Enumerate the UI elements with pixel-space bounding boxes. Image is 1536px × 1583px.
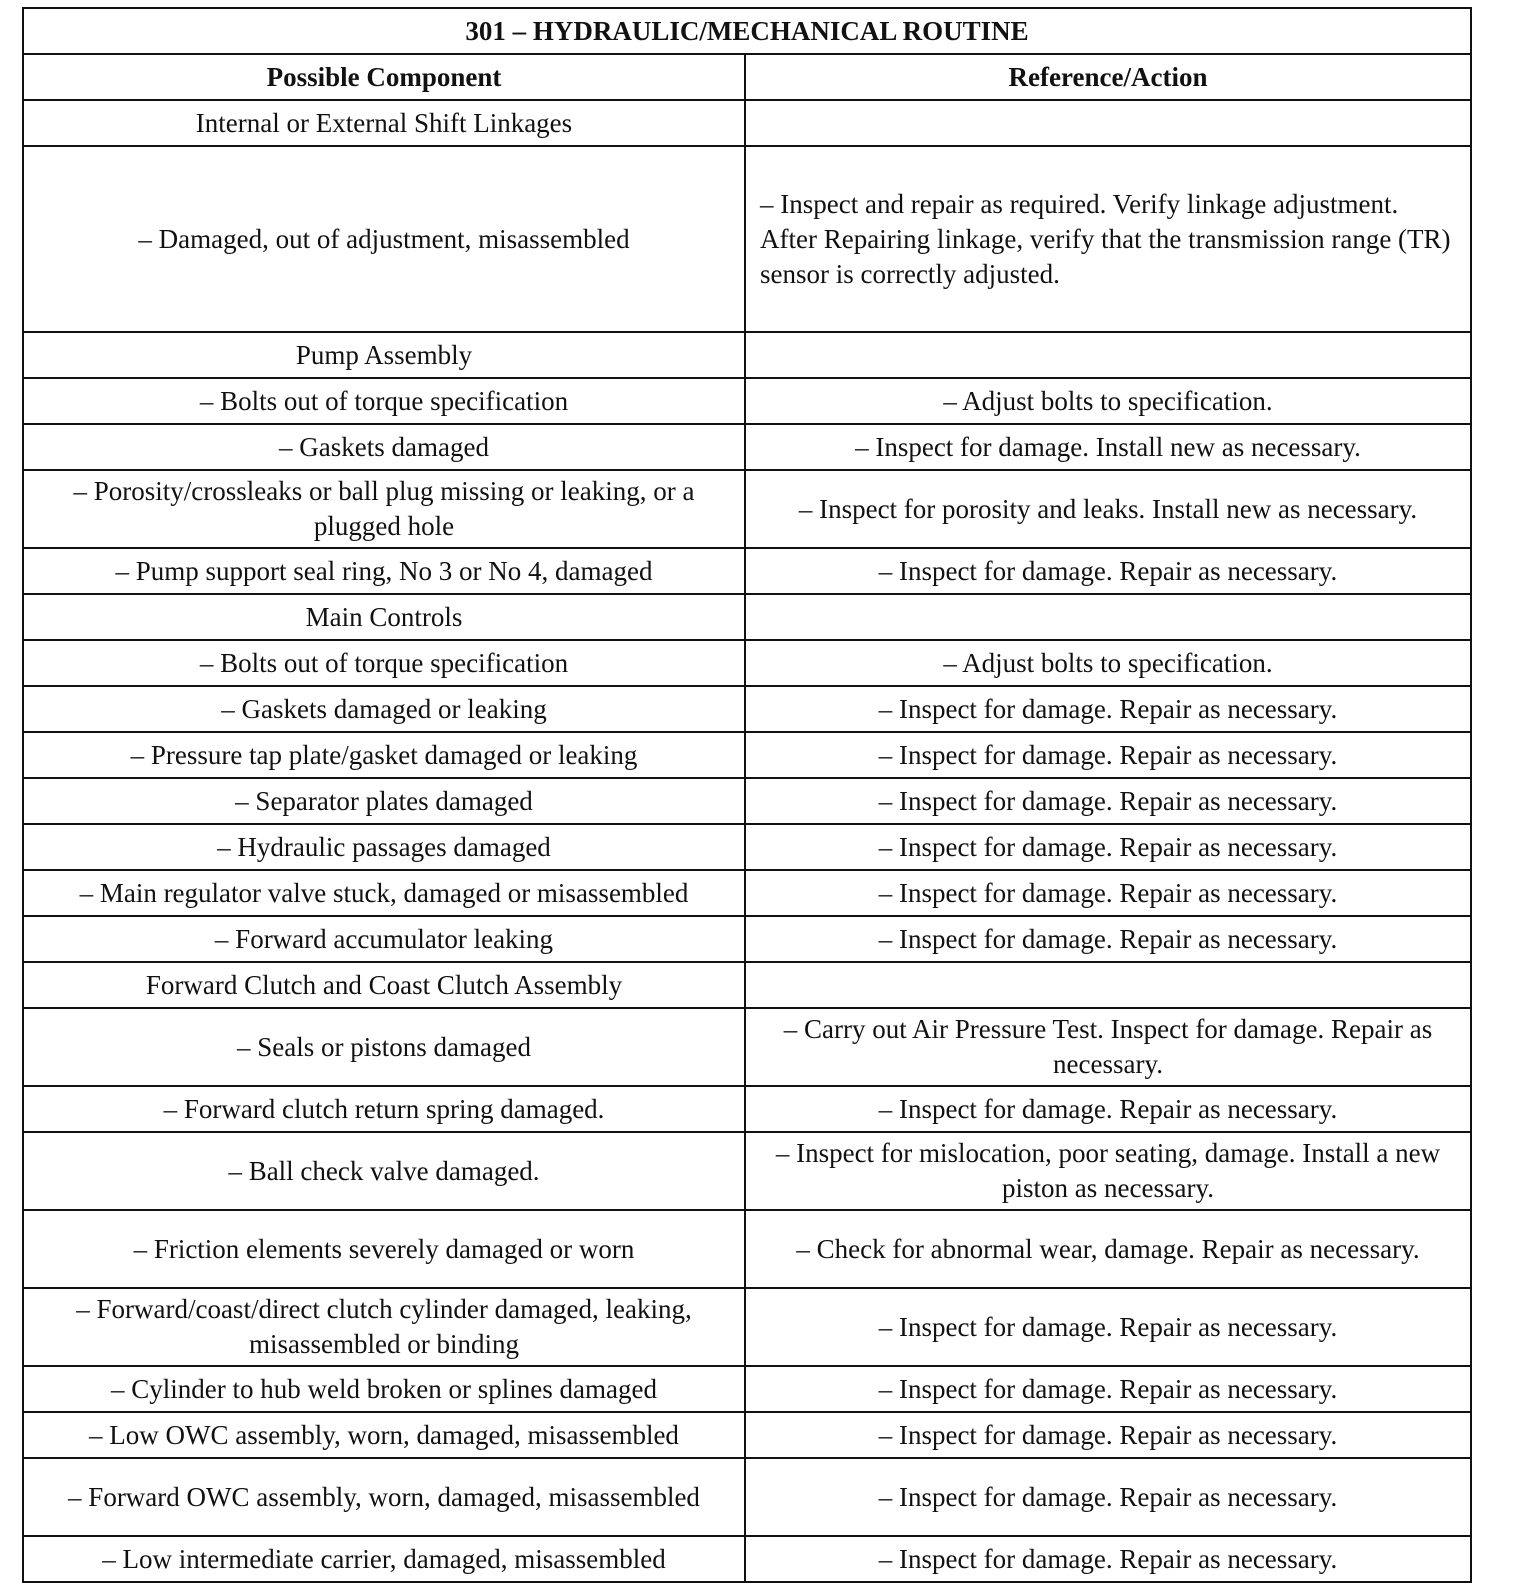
component-cell: – Main regulator valve stuck, damaged or misassembled <box>23 870 745 916</box>
table-row <box>23 686 1471 732</box>
section-heading: Internal or External Shift Linkages <box>23 100 745 146</box>
action-cell <box>745 100 1471 146</box>
section-row <box>23 594 1471 640</box>
component-cell: – Forward OWC assembly, worn, damaged, misassembled <box>23 1458 745 1536</box>
table-row <box>23 1008 1471 1086</box>
component-cell: – Forward clutch return spring damaged. <box>23 1086 745 1132</box>
action-cell: – Inspect for damage. Repair as necessary. <box>745 1458 1471 1536</box>
table-body <box>23 100 1471 1582</box>
action-cell <box>745 962 1471 1008</box>
component-cell: – Hydraulic passages damaged <box>23 824 745 870</box>
action-cell: – Inspect for damage. Repair as necessary. <box>745 916 1471 962</box>
header-row <box>23 54 1471 100</box>
component-cell: – Seals or pistons damaged <box>23 1008 745 1086</box>
component-cell: – Pump support seal ring, No 3 or No 4, damaged <box>23 548 745 594</box>
action-cell: – Inspect for damage. Repair as necessary. <box>745 870 1471 916</box>
action-cell: – Inspect for damage. Repair as necessary. <box>745 778 1471 824</box>
table-row <box>23 870 1471 916</box>
table-row <box>23 824 1471 870</box>
table-row <box>23 1210 1471 1288</box>
table-row <box>23 916 1471 962</box>
section-row <box>23 332 1471 378</box>
component-cell: – Ball check valve damaged. <box>23 1132 745 1210</box>
component-cell: – Cylinder to hub weld broken or splines damaged <box>23 1366 745 1412</box>
table-row <box>23 1086 1471 1132</box>
table-title: 301 – HYDRAULIC/MECHANICAL ROUTINE <box>23 8 1471 54</box>
action-cell: – Inspect for porosity and leaks. Install new as necessary. <box>745 470 1471 548</box>
table-row <box>23 146 1471 332</box>
table-row <box>23 548 1471 594</box>
section-heading: Pump Assembly <box>23 332 745 378</box>
table-row <box>23 470 1471 548</box>
action-cell: – Check for abnormal wear, damage. Repair as necessary. <box>745 1210 1471 1288</box>
action-cell: – Adjust bolts to specification. <box>745 378 1471 424</box>
action-cell: – Inspect for damage. Repair as necessary. <box>745 1412 1471 1458</box>
component-cell: – Forward/coast/direct clutch cylinder damaged, leaking, misassembled or binding <box>23 1288 745 1366</box>
table-row <box>23 1536 1471 1582</box>
component-cell: – Bolts out of torque specification <box>23 378 745 424</box>
title-row <box>23 8 1471 54</box>
table-row <box>23 640 1471 686</box>
component-cell: – Low OWC assembly, worn, damaged, misassembled <box>23 1412 745 1458</box>
action-cell: – Inspect for mislocation, poor seating, damage. Install a new piston as necessary. <box>745 1132 1471 1210</box>
component-cell: – Gaskets damaged <box>23 424 745 470</box>
section-row <box>23 962 1471 1008</box>
column-header-action: Reference/Action <box>745 54 1471 100</box>
action-cell <box>745 594 1471 640</box>
routine-table <box>22 7 1472 1583</box>
action-cell: – Inspect for damage. Repair as necessary. <box>745 1086 1471 1132</box>
action-cell: – Adjust bolts to specification. <box>745 640 1471 686</box>
action-cell: – Inspect for damage. Repair as necessary. <box>745 1536 1471 1582</box>
component-cell: – Porosity/crossleaks or ball plug missing or leaking, or a plugged hole <box>23 470 745 548</box>
action-cell <box>745 332 1471 378</box>
action-cell: – Carry out Air Pressure Test. Inspect for damage. Repair as necessary. <box>745 1008 1471 1086</box>
column-header-component: Possible Component <box>23 54 745 100</box>
table-row <box>23 378 1471 424</box>
action-cell: – Inspect for damage. Install new as necessary. <box>745 424 1471 470</box>
table-row <box>23 1412 1471 1458</box>
component-cell: – Gaskets damaged or leaking <box>23 686 745 732</box>
table-row <box>23 1132 1471 1210</box>
action-cell: – Inspect for damage. Repair as necessary. <box>745 732 1471 778</box>
action-cell: – Inspect for damage. Repair as necessary. <box>745 824 1471 870</box>
component-cell: – Bolts out of torque specification <box>23 640 745 686</box>
section-row <box>23 100 1471 146</box>
table-row <box>23 778 1471 824</box>
action-cell: – Inspect for damage. Repair as necessary. <box>745 548 1471 594</box>
component-cell: – Friction elements severely damaged or worn <box>23 1210 745 1288</box>
action-cell: – Inspect for damage. Repair as necessary. <box>745 1288 1471 1366</box>
table-row <box>23 1458 1471 1536</box>
component-cell: – Damaged, out of adjustment, misassembled <box>23 146 745 332</box>
component-cell: – Forward accumulator leaking <box>23 916 745 962</box>
table-row <box>23 1288 1471 1366</box>
table-row <box>23 424 1471 470</box>
component-cell: – Separator plates damaged <box>23 778 745 824</box>
table-row <box>23 732 1471 778</box>
table-row <box>23 1366 1471 1412</box>
action-cell: – Inspect and repair as required. Verify linkage adjustment. After Repairing linkage, verify that the transmission range (TR) sensor is correctly adjusted. <box>745 146 1471 332</box>
section-heading: Forward Clutch and Coast Clutch Assembly <box>23 962 745 1008</box>
section-heading: Main Controls <box>23 594 745 640</box>
action-cell: – Inspect for damage. Repair as necessary. <box>745 1366 1471 1412</box>
component-cell: – Pressure tap plate/gasket damaged or leaking <box>23 732 745 778</box>
action-cell: – Inspect for damage. Repair as necessary. <box>745 686 1471 732</box>
component-cell: – Low intermediate carrier, damaged, misassembled <box>23 1536 745 1582</box>
